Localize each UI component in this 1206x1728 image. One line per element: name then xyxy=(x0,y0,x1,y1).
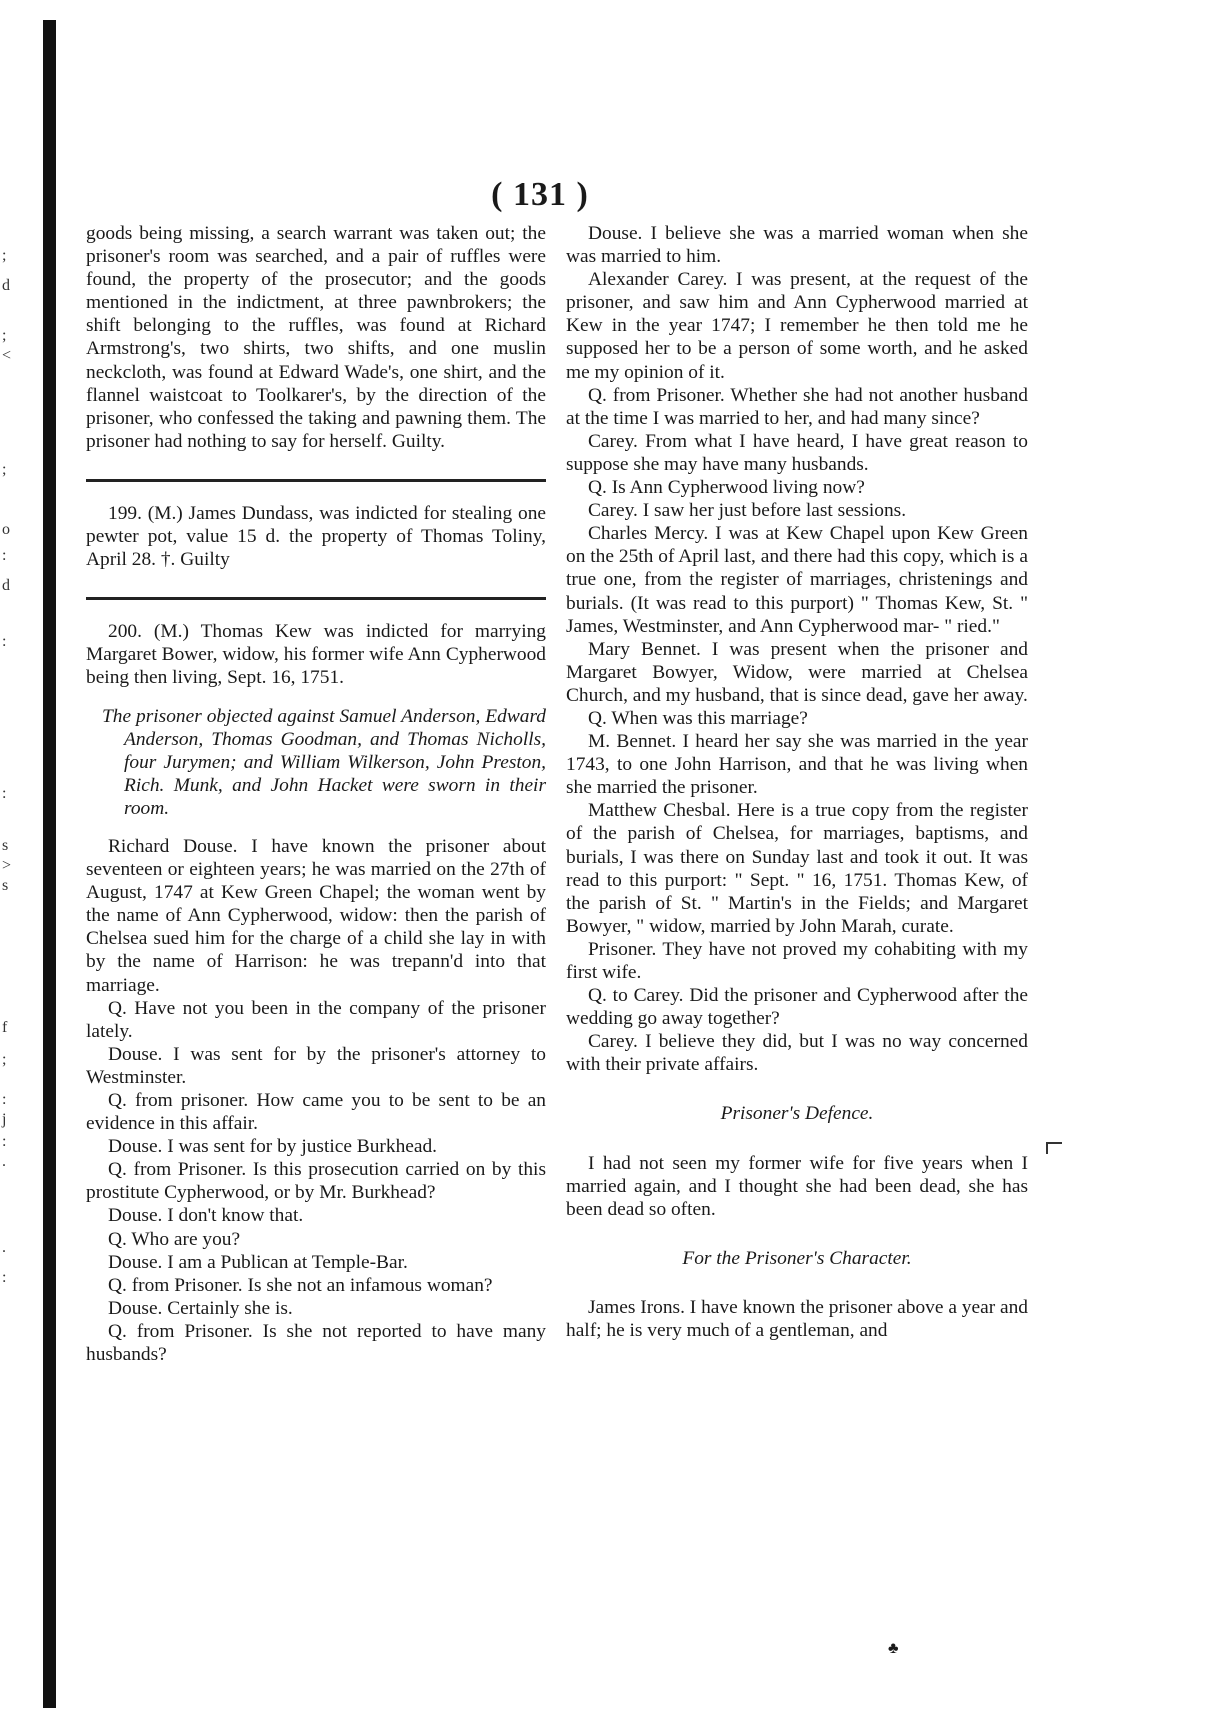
jurors-objection: The prisoner objected against Samuel Anderson, Edward Anderson, Thomas Goodman, and Thomas Nicholls, four Jurymen; and William Wilkerson, John Preston, Rich. Munk, and John Hacket were sworn in their room. xyxy=(102,705,546,819)
answer-line: Douse. I was sent for by justice Burkhead. xyxy=(108,1136,438,1158)
prisoner-defence-text: I had not seen my former wife for five years when I married again, and I thought she had been dead, she has been dead so often. xyxy=(566,1152,1028,1220)
page-number: ( 131 ) xyxy=(491,176,589,213)
margin-bracket-mark xyxy=(1046,1142,1062,1154)
answer-line: Douse. Certainly she is. xyxy=(108,1297,293,1319)
question-line: Q. Who are you? xyxy=(108,1228,241,1250)
answer-line: Douse. I was sent for by the prisoner's attorney to Westminster. xyxy=(86,1043,546,1088)
heading-prisoner-character: For the Prisoner's Character. xyxy=(682,1247,912,1269)
answer-line: Carey. I believe they did, but I was no way concerned with their private affairs. xyxy=(566,1031,1028,1076)
right-column xyxy=(566,222,1028,1342)
section-divider xyxy=(86,479,546,482)
margin-bleed-marks: ; d ; < ; o : d : : s > s f ; : j : . . : xyxy=(2,247,12,1286)
answer-line: Douse. I am a Publican at Temple-Bar. xyxy=(108,1251,408,1273)
answer-line: Douse. I don't know that. xyxy=(108,1205,304,1227)
question-line: Q. from Prisoner. Is she not reported to have many husbands? xyxy=(86,1320,546,1366)
answer-line: Douse. I believe she was a married woman when she was married to him. xyxy=(566,223,1028,268)
question-line: Q. from prisoner. How came you to be sent to be an evidence in this affair. xyxy=(86,1090,546,1135)
catchword-ornament: ♣ xyxy=(888,1640,899,1657)
paragraph-goods-missing: goods being missing, a search warrant was taken out; the prisoner's room was searched, and a pair of ruffles were found, the property of the prosecutor; and the goods mentioned in the indictment, at three pawnbrokers; the shift belonging to the ruffles, was found at Richard Armstrong's, two shirts, two shifts, and one muslin neckcloth, was found at Edward Wade's, one shirt, and the flannel waistcoat to Toolkarer's, by the direction of the prisoner, who confessed the taking and pawning them. The prisoner had nothing to say for herself. Guilty. xyxy=(86,223,546,452)
prisoner-statement: Prisoner. They have not proved my cohabiting with my first wife. xyxy=(566,938,1028,983)
answer-line: M. Bennet. I heard her say she was married in the year 1743, to one John Harrison, and that he was living when she married the prisoner. xyxy=(566,731,1028,799)
section-divider xyxy=(86,597,546,600)
answer-line: Carey. I saw her just before last sessions. xyxy=(588,500,907,522)
question-line: Q. When was this marriage? xyxy=(588,707,808,729)
page-binding-edge xyxy=(43,20,56,1708)
question-line: Q. Is Ann Cypherwood living now? xyxy=(588,477,865,499)
testimony-james-irons: James Irons. I have known the prisoner above a year and half; he is very much of a gentleman, and xyxy=(566,1296,1028,1342)
question-line: Q. to Carey. Did the prisoner and Cypherwood after the wedding go away together? xyxy=(566,985,1028,1030)
heading-prisoners-defence: Prisoner's Defence. xyxy=(720,1103,874,1125)
left-column xyxy=(86,222,546,1366)
testimony-richard-douse: Richard Douse. I have known the prisoner about seventeen or eighteen years; he was married on the 27th of August, 1747 at Kew Green Chapel; the woman went by the name of Ann Cypherwood, widow: then the parish of Chelsea sued him for the charge of a child she lay in with by the name of Harrison: he was trepann'd into that marriage. xyxy=(86,835,546,996)
question-line: Q. Have not you been in the company of the prisoner lately. xyxy=(86,997,546,1042)
answer-line: Carey. From what I have heard, I have great reason to suppose she may have many husbands. xyxy=(566,430,1028,475)
case-199-entry: 199. (M.) James Dundass, was indicted for stealing one pewter pot, value 15 d. the property of Thomas Toliny, April 28. †. Guilty xyxy=(86,502,546,571)
testimony-charles-mercy: Charles Mercy. I was at Kew Chapel upon Kew Green on the 25th of April last, and there had this copy, which is a true one, from the register of marriages, christenings and burials. (It was read to this purport) " Thomas Kew, St. " James, Westminster, and Ann Cypherwood mar- " ried." xyxy=(566,523,1028,637)
case-200-entry: 200. (M.) Thomas Kew was indicted for marrying Margaret Bower, widow, his former wife Ann Cypherwood being then living, Sept. 16, 1751. xyxy=(86,621,546,689)
testimony-alexander-carey: Alexander Carey. I was present, at the request of the prisoner, and saw him and Ann Cypherwood married at Kew in the year 1747; I remember he then told me he supposed her to be a person of some worth, and he asked me my opinion of it. xyxy=(566,269,1028,383)
question-line: Q. from Prisoner. Is this prosecution carried on by this prostitute Cypherwood, or by Mr. Burkhead? xyxy=(86,1159,546,1204)
question-line: Q. from Prisoner. Is she not an infamous woman? xyxy=(108,1274,493,1296)
question-line: Q. from Prisoner. Whether she had not another husband at the time I was married to her, and had many since? xyxy=(566,384,1028,429)
testimony-mary-bennet: Mary Bennet. I was present when the prisoner and Margaret Bowyer, Widow, were married at Chelsea Church, and my husband, that is since dead, gave her away. xyxy=(566,638,1028,706)
testimony-matthew-chesbal: Matthew Chesbal. Here is a true copy from the register of the parish of Chelsea, for marriages, baptisms, and burials, I was there on Sunday last and took it out. It was read to this purport: " Sept. " 16, 1751. Thomas Kew, of the parish of St. " Martin's in the Fields; and Margaret Bowyer, " widow, married by John Marah, curate. xyxy=(566,800,1028,937)
